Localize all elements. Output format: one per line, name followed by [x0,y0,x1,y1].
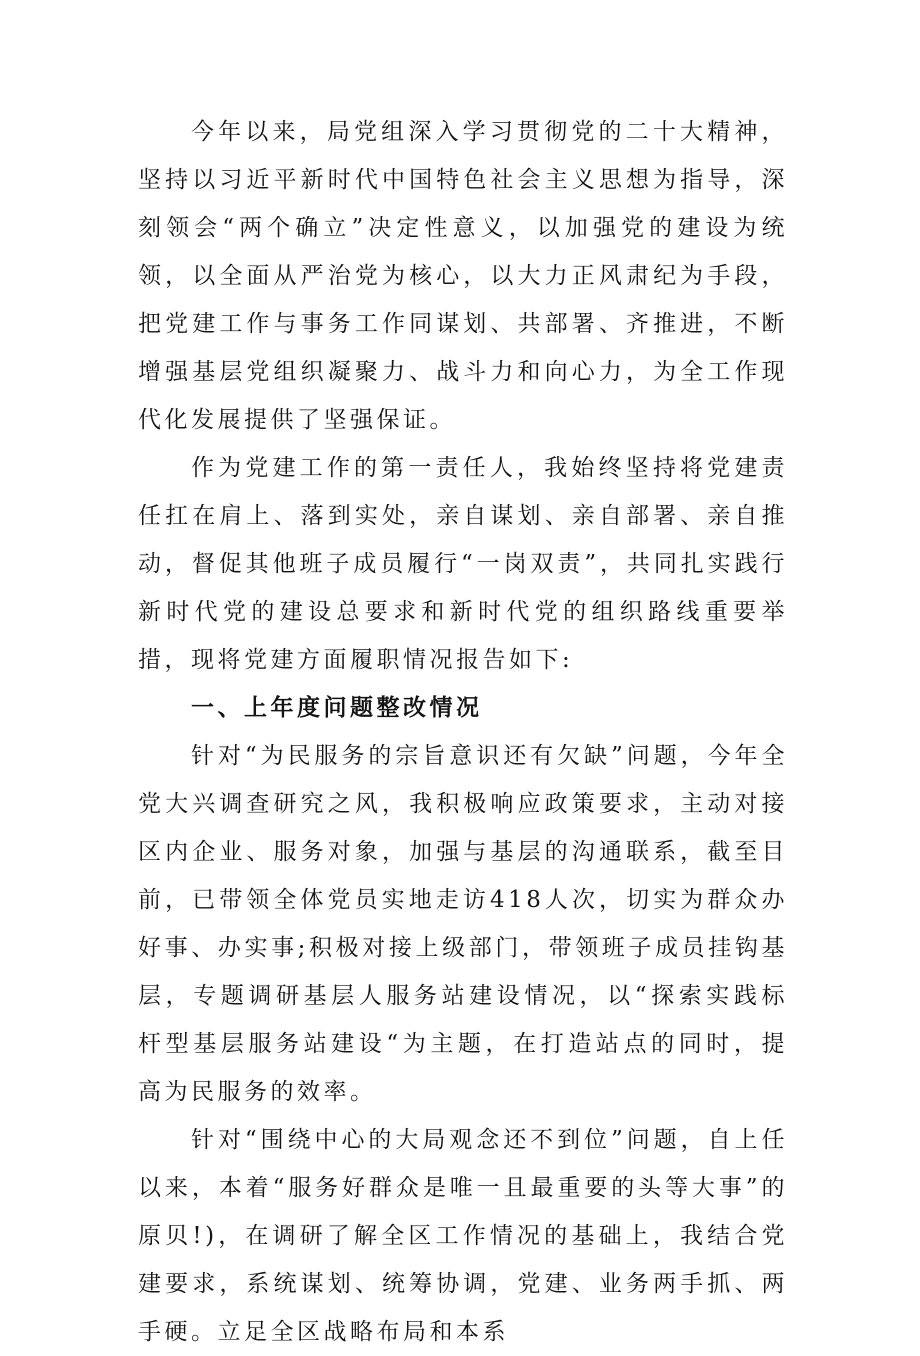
paragraph-overall-view: 针对“围绕中心的大局观念还不到位”问题，自上任以来，本着“服务好群众是唯一且最重要的头等大事”的原贝!)，在调研了解全区工作情况的基础上，我结合党建要求，系统谋划、统筹协调，党建、业务两手抓、两手硬。立足全区战略布局和本系 [138,1127,788,1345]
document-body [138,108,788,1356]
paragraph-responsibility: 作为党建工作的第一责任人，我始终坚持将党建责任扛在肩上、落到实处，亲自谋划、亲自部署、亲自推动，督促其他班子成员履行“一岗双责”，共同扎实践行新时代党的建设总要求和新时代党的组织路线重要举措，现将党建方面履职情况报告如下: [138,455,788,673]
paragraph-service-awareness: 针对“为民服务的宗旨意识还有欠缺”问题，今年全党大兴调查研究之风，我积极响应政策要求，主动对接区内企业、服务对象，加强与基层的沟通联系，截至目前，已带领全体党员实地走访418人次，切实为群众办好事、办实事;积极对接上级部门，带领班子成员挂钩基层，专题调研基层人服务站建设情况，以“探索实践标杆型基层服务站建设“为主题，在打造站点的同时，提高为民服务的效率。 [138,743,788,1105]
paragraph-intro: 今年以来，局党组深入学习贯彻党的二十大精神，坚持以习近平新时代中国特色社会主义思想为指导，深刻领会“两个确立”决定性意义，以加强党的建设为统领，以全面从严治党为核心，以大力正风肃纪为手段，把党建工作与事务工作同谋划、共部署、齐推进，不断增强基层党组织凝聚力、战斗力和向心力，为全工作现代化发展提供了坚强保证。 [138,119,788,433]
section-heading: 一、上年度问题整改情况 [191,695,483,721]
